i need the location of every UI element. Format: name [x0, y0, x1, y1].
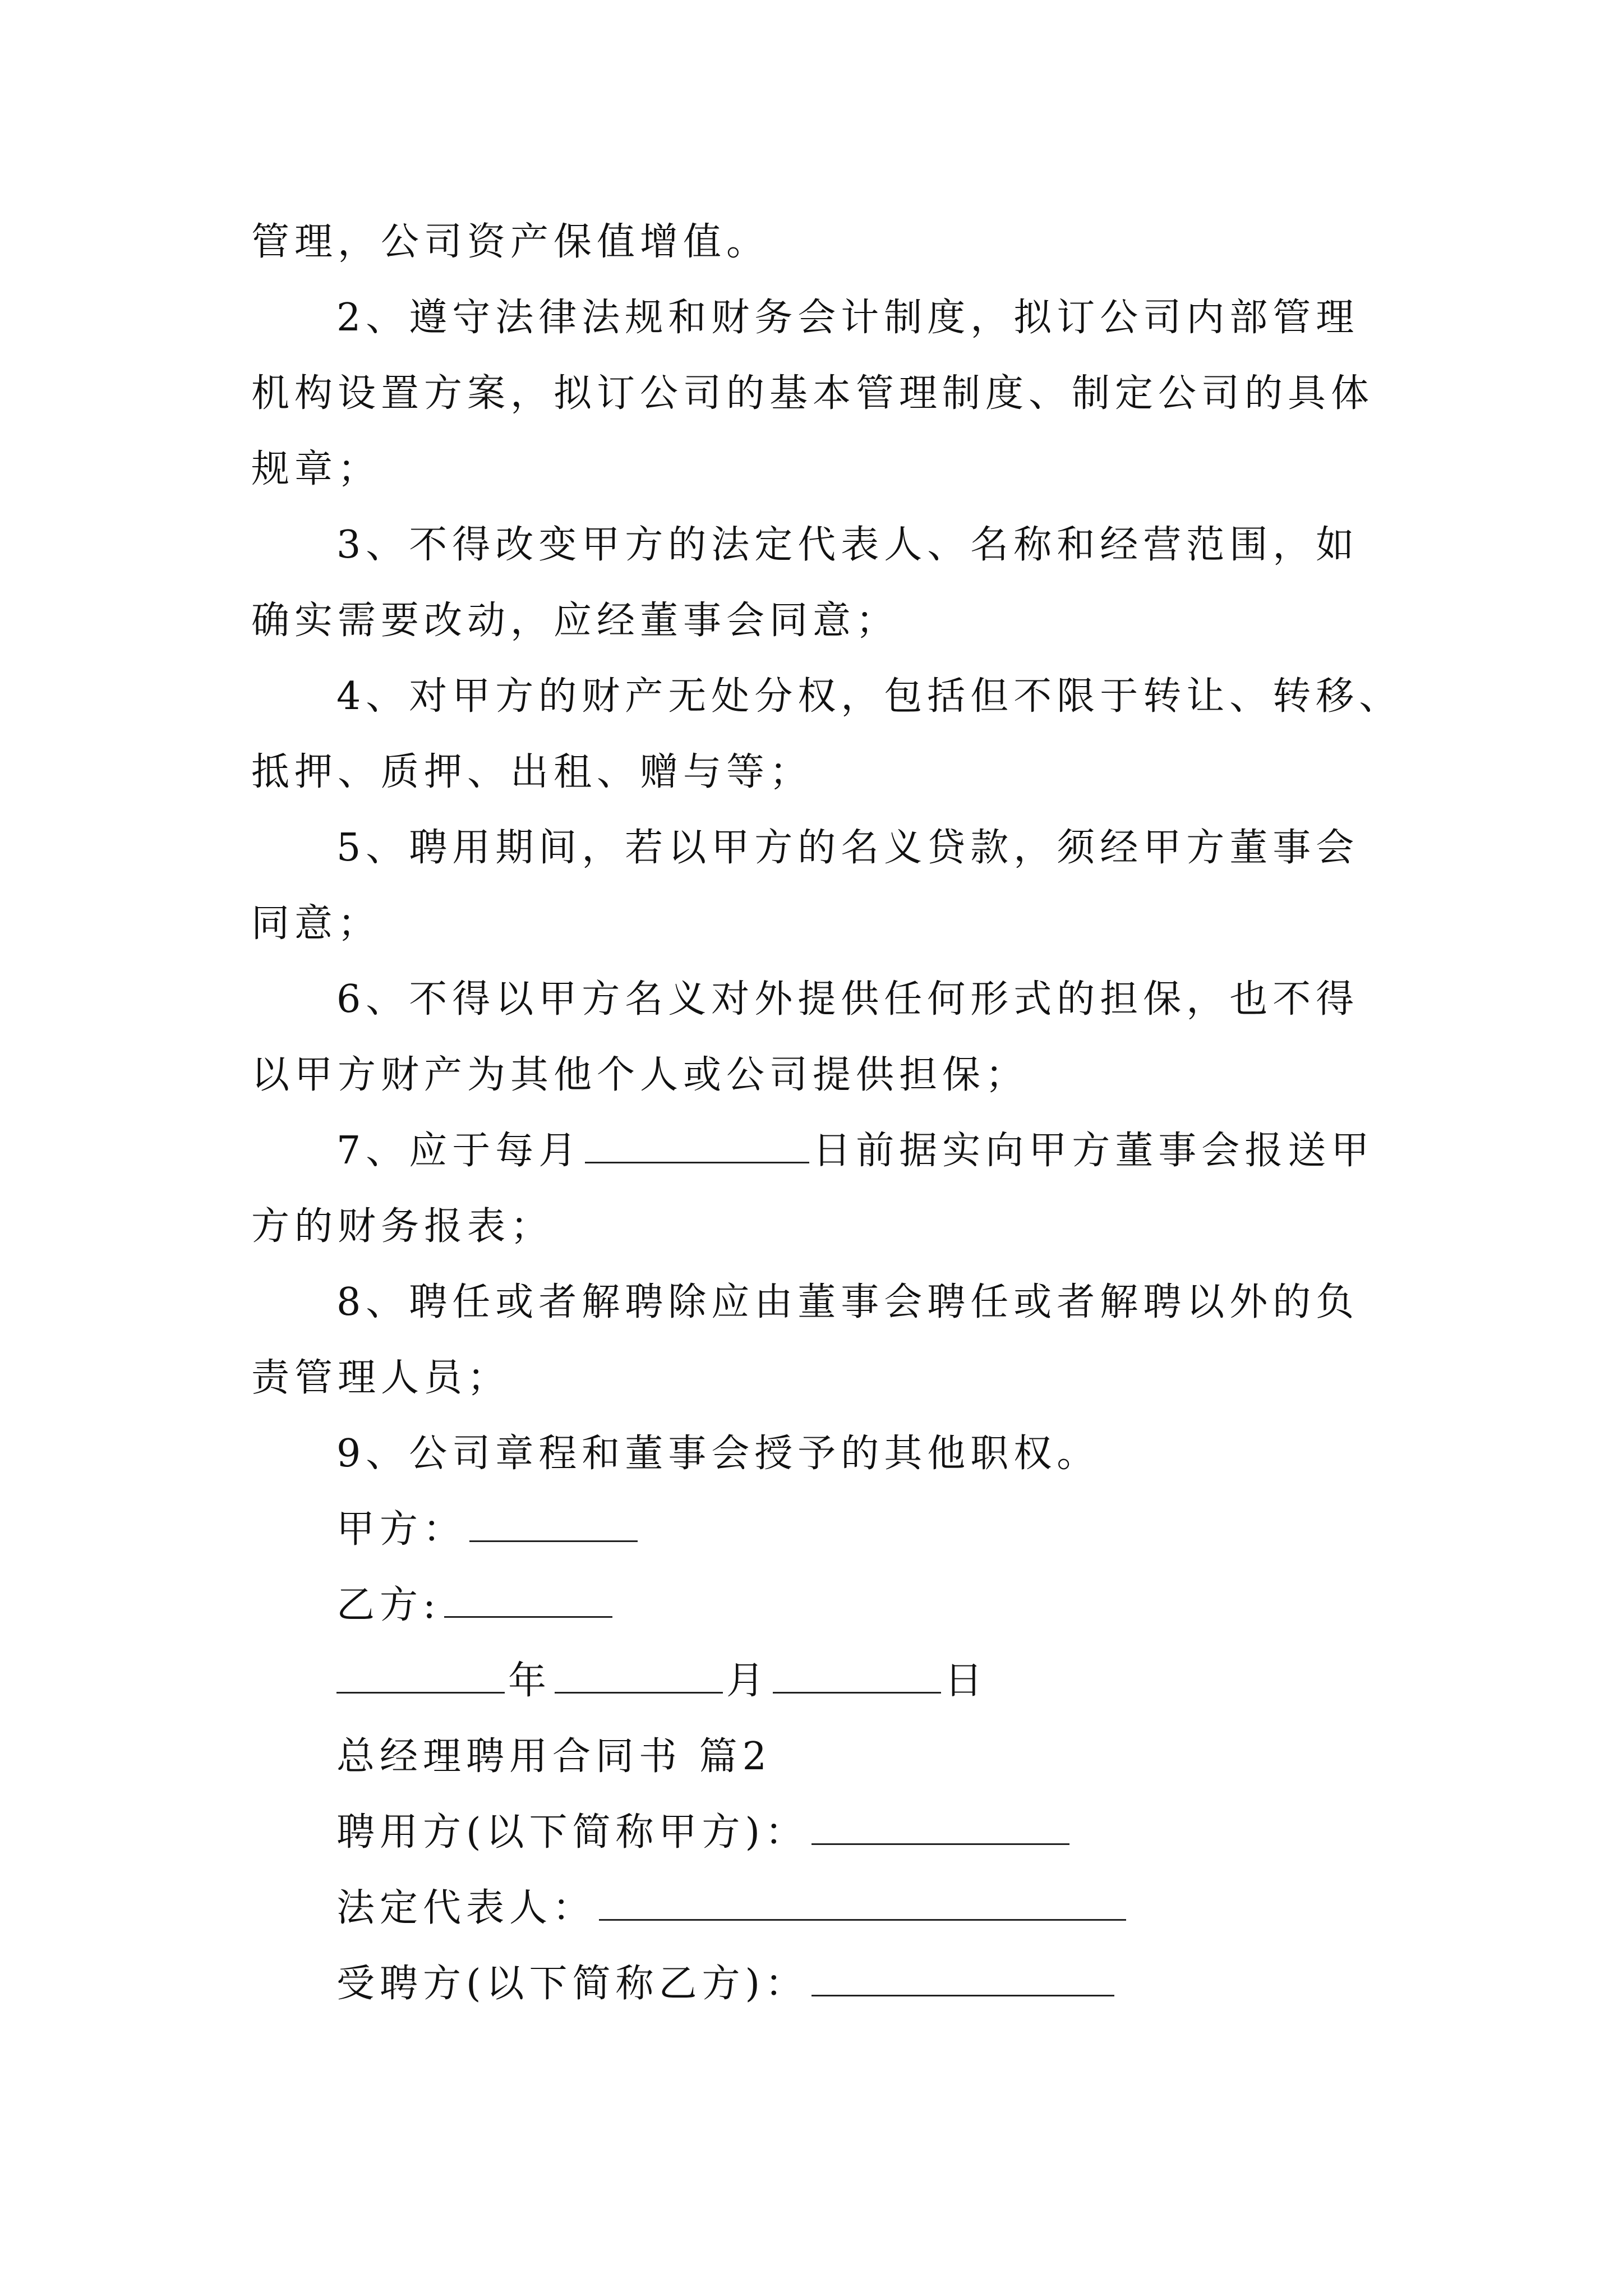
section-title: 总经理聘用合同书 篇2 — [336, 1734, 772, 1779]
paragraph-line: 5、聘用期间，若以甲方的名义贷款，须经甲方董事会 — [336, 826, 1359, 870]
paragraph-line: 8、聘任或者解聘除应由董事会聘任或者解聘以外的负 — [336, 1280, 1359, 1324]
day-label: 日 — [944, 1659, 988, 1703]
party-b-signature-line — [336, 1583, 616, 1627]
paragraph-line: 确实需要改动，应经董事会同意； — [251, 599, 900, 643]
paragraph-line: 机构设置方案，拟订公司的基本管理制度、制定公司的具体 — [251, 371, 1375, 416]
paragraph-line: 6、不得以甲方名义对外提供任何形式的担保，也不得 — [336, 977, 1359, 1022]
month-blank[interactable] — [555, 1663, 723, 1694]
employer-line — [336, 1810, 1073, 1855]
legal-rep-line — [336, 1886, 1129, 1930]
paragraph-line: 4、对甲方的财产无处分权，包括但不限于转让、转移、 — [336, 674, 1403, 719]
legal-rep-label: 法定代表人： — [336, 1886, 596, 1930]
employee-line — [336, 1962, 1118, 2006]
year-label: 年 — [508, 1659, 552, 1703]
year-blank[interactable] — [336, 1663, 505, 1694]
paragraph-line: 2、遵守法律法规和财务会计制度，拟订公司内部管理 — [336, 296, 1359, 340]
employer-blank[interactable] — [811, 1814, 1069, 1845]
item7-text-after: 日前据实向甲方董事会报送甲 — [813, 1129, 1375, 1173]
paragraph-line: 规章； — [251, 447, 381, 491]
day-blank[interactable] — [773, 1663, 941, 1694]
paragraph-line: 9、公司章程和董事会授予的其他职权。 — [336, 1432, 1100, 1476]
employee-label: 受聘方(以下简称乙方)： — [336, 1962, 809, 2006]
date-line — [336, 1659, 988, 1703]
party-b-blank[interactable] — [444, 1587, 612, 1618]
party-a-signature-line — [336, 1507, 641, 1552]
paragraph-line: 管理，公司资产保值增值。 — [251, 220, 770, 264]
month-label: 月 — [726, 1659, 770, 1703]
paragraph-line: 责管理人员； — [251, 1356, 511, 1400]
party-b-label: 乙方: — [336, 1583, 441, 1627]
paragraph-line: 以甲方财产为其他个人或公司提供担保； — [251, 1053, 1029, 1097]
item7-line — [336, 1129, 1375, 1173]
legal-rep-blank[interactable] — [599, 1890, 1126, 1921]
paragraph-line: 同意； — [251, 901, 381, 946]
employer-label: 聘用方(以下简称甲方)： — [336, 1810, 809, 1855]
item7-text-before: 7、应于每月 — [336, 1129, 582, 1173]
party-a-blank[interactable] — [469, 1511, 638, 1542]
paragraph-line: 方的财务报表； — [251, 1204, 554, 1249]
employee-blank[interactable] — [811, 1966, 1114, 1996]
paragraph-line: 3、不得改变甲方的法定代表人、名称和经营范围，如 — [336, 523, 1359, 567]
party-a-label: 甲方： — [336, 1507, 467, 1552]
day-of-month-blank[interactable] — [585, 1133, 809, 1163]
paragraph-line: 抵押、质押、出租、赠与等； — [251, 750, 813, 794]
